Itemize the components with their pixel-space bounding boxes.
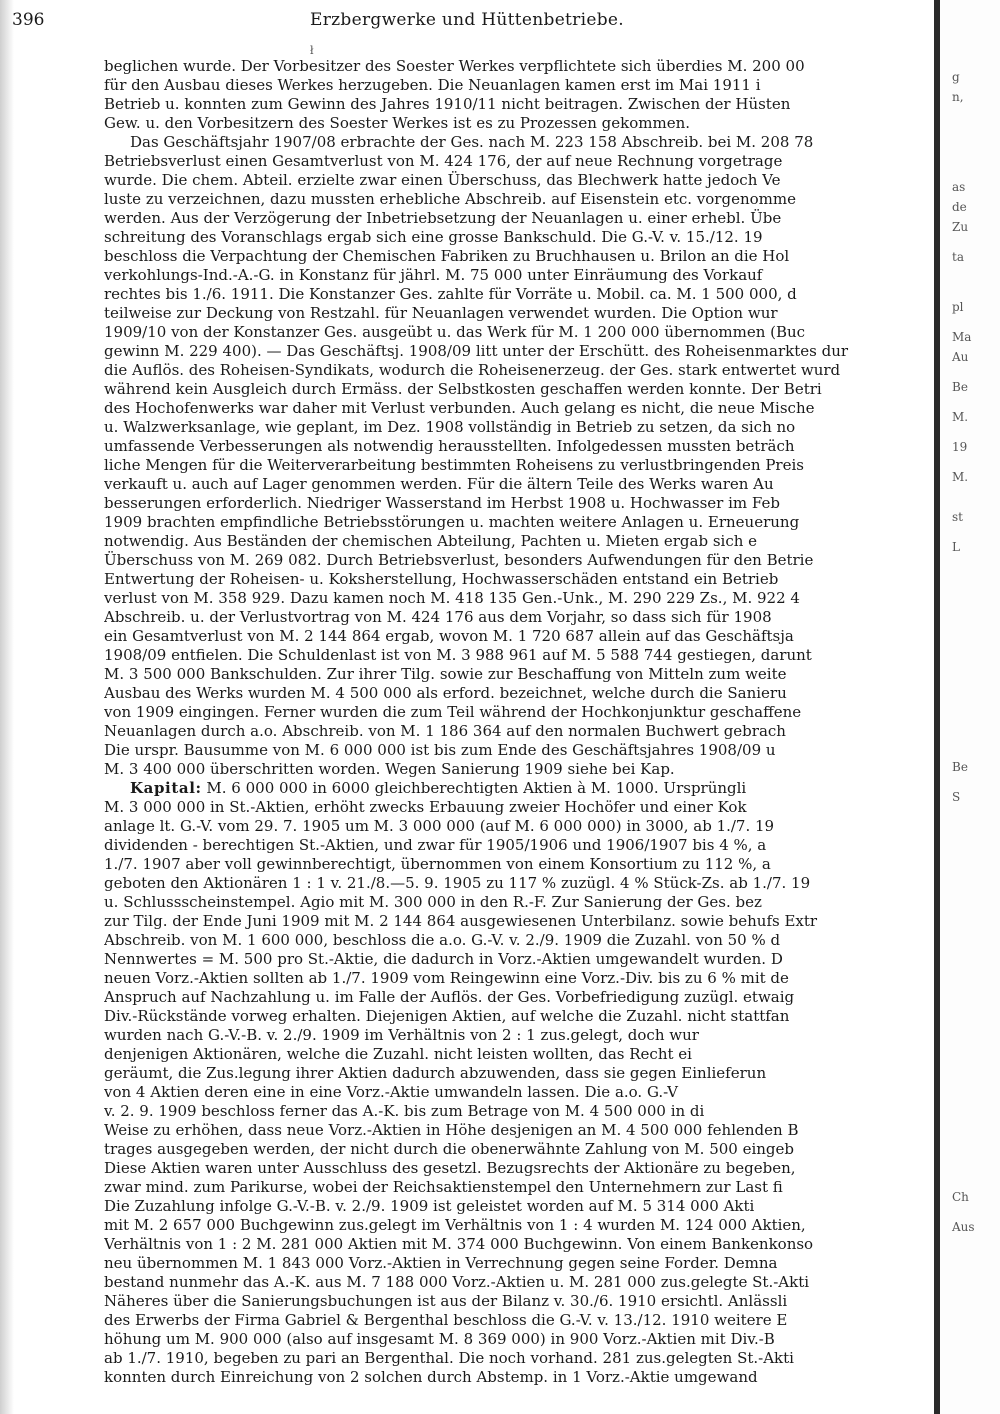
text-line: gewinn M. 229 400). — Das Geschäftsj. 1908/09 litt unter der Erschütt. des Roheisenmarktes dur [104,342,849,360]
text-line: neuen Vorz.-Aktien sollten ab 1./7. 1909 vom Reingewinn eine Vorz.-Div. bis zu 6 % mit de [104,969,789,987]
text-line: zwar mind. zum Parikurse, wobei der Reichsaktienstempel den Unternehmern zur Last fi [104,1178,783,1196]
text-line: M. 3 400 000 überschritten worden. Wegen Sanierung 1909 siehe bei Kap. [104,760,675,778]
page-edge-shadow [0,0,14,1414]
text-line: ein Gesamtverlust von M. 2 144 864 ergab, wovon M. 1 720 687 allein auf das Geschäftsja [104,627,794,645]
margin-fragment: M. [952,470,969,484]
text-line: geräumt, die Zus.legung ihrer Aktien dadurch abzuwenden, dass sie gegen Einlieferun [104,1064,767,1082]
small-mark: ł [310,44,314,57]
text-line: wurde. Die chem. Abteil. erzielte zwar einen Überschuss, das Blechwerk hatte jedoch Ve [104,171,781,189]
text-line: 1909/10 von der Konstanzer Ges. ausgeübt u. das Werk für M. 1 200 000 übernommen (Buc [104,323,806,341]
text-line: höhung um M. 900 000 (also auf insgesamt M. 8 369 000) in 900 Vorz.-Aktien mit Div.-B [104,1330,775,1348]
text-line: Weise zu erhöhen, dass neue Vorz.-Aktien in Höhe desjenigen an M. 4 500 000 fehlenden B [104,1121,799,1139]
margin-fragment: L [952,540,960,554]
margin-fragment: Be [952,380,968,394]
text-line: zur Tilg. der Ende Juni 1909 mit M. 2 144 864 ausgewiesenen Unterbilanz. sowie behufs Extr [104,912,818,930]
text-line: für den Ausbau dieses Werkes herzugeben. Die Neuanlagen kamen erst im Mai 1911 i [104,76,761,94]
text-line: während kein Ausgleich durch Ermäss. der Selbstkosten geschaffen werden konnte. Der Betri [104,380,822,398]
margin-fragment: Zu [952,220,969,234]
text-line: M. 3 500 000 Bankschulden. Zur ihrer Tilg. sowie zur Beschaffung von Mitteln zum weite [104,665,787,683]
text-line: Das Geschäftsjahr 1907/08 erbrachte der Ges. nach M. 223 158 Abschreib. bei M. 208 78 [130,133,814,151]
text-line: 1./7. 1907 aber voll gewinnberechtigt, übernommen von einem Konsortium zu 112 %, a [104,855,771,873]
text-line: denjenigen Aktionären, welche die Zuzahl. nicht leisten wollten, das Recht ei [104,1045,692,1063]
text-line: Betriebsverlust einen Gesamtverlust von M. 424 176, der auf neue Rechnung vorgetrage [104,152,783,170]
margin-fragment: Be [952,760,968,774]
text-line: rechtes bis 1./6. 1911. Die Konstanzer Ges. zahlte für Vorräte u. Mobil. ca. M. 1 500 000, d [104,285,797,303]
margin-fragment: as [952,180,966,194]
kapital-first-line [104,779,938,798]
margin-fragment: S [952,790,961,804]
text-line: beschloss die Verpachtung der Chemischen Fabriken zu Bruchhausen u. Brilon an die Hol [104,247,790,265]
text-line: Abschreib. u. der Verlustvortrag von M. 424 176 aus dem Vorjahr, so dass sich für 1908 [104,608,772,626]
text-line: beglichen wurde. Der Vorbesitzer des Soester Werkes verpflichtete sich überdies M. 200 00 [104,57,805,75]
margin-fragment: g [952,70,960,84]
text-line: von 4 Aktien deren eine in eine Vorz.-Aktie umwandeln lassen. Die a.o. G.-V [104,1083,678,1101]
text-line: anlage lt. G.-V. vom 29. 7. 1905 um M. 3 000 000 (auf M. 6 000 000) in 3000, ab 1./7. 19 [104,817,775,835]
margin-fragment: 19 [952,440,968,454]
text-line: luste zu verzeichnen, dazu mussten erhebliche Abschreib. auf Eisenstein etc. vorgenomme [104,190,796,208]
margin-fragment: Aus [952,1220,975,1234]
kapital-label: Kapital: [130,779,202,797]
text-line: Entwertung der Roheisen- u. Koksherstellung, Hochwasserschäden entstand ein Betrieb [104,570,779,588]
margin-fragment: Au [952,350,969,364]
text-line: Abschreib. von M. 1 600 000, beschloss die a.o. G.-V. v. 2./9. 1909 die Zuzahl. von 50 % d [104,931,781,949]
running-title: Erzbergwerke und Hüttenbetriebe. [310,10,624,30]
text-line: u. Walzwerksanlage, wie geplant, im Dez. 1908 vollständig in Betrieb zu setzen, da sich no [104,418,796,436]
text-line: umfassende Verbesserungen als notwendig herausstellten. Infolgedessen mussten beträch [104,437,795,455]
text-line: konnten durch Einreichung von 2 solchen durch Abstemp. in 1 Vorz.-Aktie umgewand [104,1368,758,1386]
text-line: verkauft u. auch auf Lager genommen werden. Für die ältern Teile des Werks waren Au [104,475,774,493]
text-line: verkohlungs-Ind.-A.-G. in Konstanz für jährl. M. 75 000 unter Einräumung des Vorkauf [104,266,763,284]
text-line: Diese Aktien waren unter Ausschluss des gesetzl. Bezugsrechts der Aktionäre zu begeben, [104,1159,796,1177]
text-line: Neuanlagen durch a.o. Abschreib. von M. 1 186 364 auf den normalen Buchwert gebrach [104,722,786,740]
text-line: Überschuss von M. 269 082. Durch Betriebsverlust, besonders Aufwendungen für den Betrie [104,551,814,569]
text-line: neu übernommen M. 1 843 000 Vorz.-Aktien in Verrechnung gegen seine Forder. Demna [104,1254,778,1272]
text-line: verlust von M. 358 929. Dazu kamen noch M. 418 135 Gen.-Unk., M. 290 229 Zs., M. 922 4 [104,589,800,607]
text-line: Anspruch auf Nachzahlung u. im Falle der Auflös. der Ges. Vorbefriedigung zuzügl. etwaig [104,988,795,1006]
margin-fragment: pl [952,300,964,314]
text-line: Gew. u. den Vorbesitzern des Soester Werkes ist es zu Prozessen gekommen. [104,114,691,132]
text-line: v. 2. 9. 1909 beschloss ferner das A.-K. bis zum Betrage von M. 4 500 000 in di [104,1102,705,1120]
text-line: Ausbau des Werks wurden M. 4 500 000 als erford. bezeichnet, welche durch die Sanieru [104,684,787,702]
text-line: Betrieb u. konnten zum Gewinn des Jahres 1910/11 nicht beitragen. Zwischen der Hüsten [104,95,791,113]
text-line: geboten den Aktionären 1 : 1 v. 21./8.—5. 9. 1905 zu 117 % zuzügl. 4 % Stück-Zs. ab 1./7. 19 [104,874,811,892]
text-line: 1909 brachten empfindliche Betriebsstörungen u. machten weitere Anlagen u. Erneuerung [104,513,800,531]
text-line: M. 3 000 000 in St.-Aktien, erhöht zwecks Erbauung zweier Hochöfer und einer Kok [104,798,747,816]
margin-fragment: Ma [952,330,972,344]
text-line: teilweise zur Deckung von Restzahl. für Neuanlagen verwendet wurden. Die Option wur [104,304,778,322]
margin-fragment: M. [952,410,969,424]
margin-fragment: Ch [952,1190,969,1204]
text-line: trages ausgegeben werden, der nicht durch die obenerwähnte Zahlung von M. 500 eingeb [104,1140,795,1158]
margin-fragment: ta [952,250,964,264]
text-line: besserungen erforderlich. Niedriger Wasserstand im Herbst 1908 u. Hochwasser im Feb [104,494,780,512]
adjacent-page-margin [940,0,1000,1414]
text-line: notwendig. Aus Beständen der chemischen Abteilung, Pachten u. Mieten ergab sich e [104,532,758,550]
text-line: Näheres über die Sanierungsbuchungen ist aus der Bilanz v. 30./6. 1910 ersichtl. Anlässli [104,1292,788,1310]
text-line: werden. Aus der Verzögerung der Inbetriebsetzung der Neuanlagen u. einer erhebl. Übe [104,209,782,227]
text-line: die Auflös. des Roheisen-Syndikats, wodurch die Roheisenerzeug. der Ges. stark entwertet wurd [104,361,841,379]
margin-fragment: de [952,200,967,214]
text-line: Die Zuzahlung infolge G.-V.-B. v. 2./9. 1909 ist geleistet worden auf M. 5 314 000 Akti [104,1197,755,1215]
text-line: schreitung des Voranschlags ergab sich eine grosse Bankschuld. Die G.-V. v. 15./12. 19 [104,228,763,246]
main-text-block [104,57,938,1387]
text-line: Div.-Rückstände vorweg erhalten. Diejenigen Aktien, auf welche die Zuzahl. nicht stattfan [104,1007,790,1025]
text-line: des Erwerbs der Firma Gabriel & Bergenthal beschloss die G.-V. v. 13./12. 1910 weitere E [104,1311,788,1329]
text-line: dividenden - berechtigen St.-Aktien, und zwar für 1905/1906 und 1906/1907 bis 4 %, a [104,836,767,854]
kapital-first-line-text: M. 6 000 000 in 6000 gleichberechtigten Aktien à M. 1000. Ursprüngli [201,779,747,797]
text-line: bestand nunmehr das A.-K. aus M. 7 188 000 Vorz.-Aktien u. M. 281 000 zus.gelegte St.-Akti [104,1273,810,1291]
margin-fragment: st [952,510,963,524]
text-line: wurden nach G.-V.-B. v. 2./9. 1909 im Verhältnis von 2 : 1 zus.gelegt, doch wur [104,1026,699,1044]
text-line: u. Schlussscheinstempel. Agio mit M. 300 000 in den R.-F. Zur Sanierung der Ges. bez [104,893,762,911]
text-line: mit M. 2 657 000 Buchgewinn zus.gelegt im Verhältnis von 1 : 4 wurden M. 124 000 Aktien, [104,1216,806,1234]
text-line: ab 1./7. 1910, begeben zu pari an Bergenthal. Die noch vorhand. 281 zus.gelegten St.-Akti [104,1349,794,1367]
text-line: Die urspr. Bausumme von M. 6 000 000 ist bis zum Ende des Geschäftsjahres 1908/09 u [104,741,776,759]
text-line: des Hochofenwerks war daher mit Verlust verbunden. Auch gelang es nicht, die neue Mische [104,399,815,417]
text-line: liche Mengen für die Weiterverarbeitung bestimmten Roheisens zu verlustbringenden Preis [104,456,804,474]
text-line: Nennwertes = M. 500 pro St.-Aktie, die dadurch in Vorz.-Aktien umgewandelt wurden. D [104,950,783,968]
margin-fragment: n, [952,90,964,104]
text-line: von 1909 eingingen. Ferner wurden die zum Teil während der Hochkonjunktur geschaffene [104,703,802,721]
page-number: 396 [12,10,45,30]
text-line: Verhältnis von 1 : 2 M. 281 000 Aktien mit M. 374 000 Buchgewinn. Von einem Bankenkonso [104,1235,814,1253]
text-line: 1908/09 entfielen. Die Schuldenlast ist von M. 3 988 961 auf M. 5 588 744 gestiegen, darunt [104,646,812,664]
